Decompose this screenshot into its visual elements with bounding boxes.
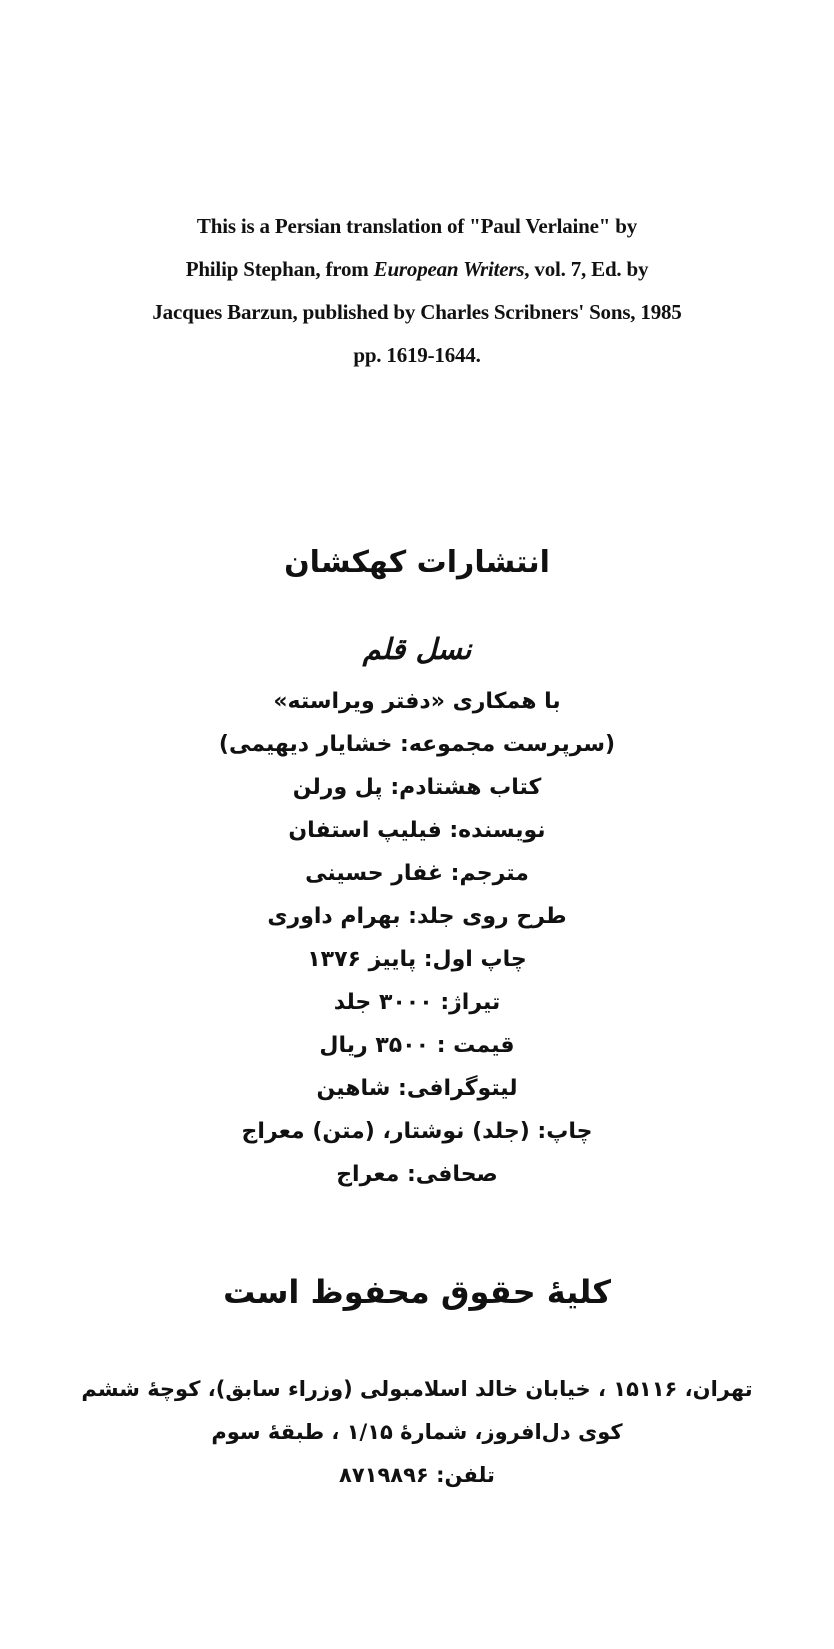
book-title-italic: European Writers <box>373 257 525 281</box>
series-title: نسل قلم <box>362 632 472 666</box>
credit-first-edition: چاپ اول: پاییز ۱۳۷۶ <box>307 947 527 972</box>
credit-cover-design: طرح روی جلد: بهرام داوری <box>267 904 567 929</box>
publisher-address <box>0 1368 834 1497</box>
english-note-line-1: This is a Persian translation of "Paul Verlaine" by <box>196 214 638 238</box>
credit-book-number: کتاب هشتادم: پل ورلن <box>292 775 542 800</box>
publisher-name: انتشارات کهکشان <box>284 545 550 580</box>
credit-series-editor: (سرپرست مجموعه: خشایار دیهیمی) <box>218 732 616 757</box>
english-translation-note <box>0 205 834 377</box>
credit-translator: مترجم: غفار حسینی <box>305 861 529 886</box>
address-line-1: تهران، ۱۵۱۱۶ ، خیابان خالد اسلامبولی (وزراء سابق)، کوچهٔ ششم <box>81 1377 753 1401</box>
address-line-2: کوی دل‌افروز، شمارهٔ ۱/۱۵ ، طبقهٔ سوم <box>211 1420 623 1444</box>
english-note-line-2 <box>0 248 834 291</box>
credit-print-run: تیراژ: ۳۰۰۰ جلد <box>333 990 501 1015</box>
credit-author: نویسنده: فیلیپ استفان <box>288 818 546 843</box>
credit-price: قیمت : ۳۵۰۰ ریال <box>319 1033 515 1058</box>
english-note-line-2-start: Philip Stephan, from <box>185 257 374 281</box>
credit-lithography: لیتوگرافی: شاهین <box>316 1076 518 1101</box>
credit-collaboration: با همکاری «دفتر ویراسته» <box>273 689 561 714</box>
credits-list <box>0 680 834 1196</box>
copyright-notice: کلیهٔ حقوق محفوظ است <box>223 1273 611 1311</box>
english-note-line-2-end: , vol. 7, Ed. by <box>524 257 649 281</box>
english-note-line-3: Jacques Barzun, published by Charles Scribners' Sons, 1985 <box>152 300 682 324</box>
credit-printing: چاپ: (جلد) نوشتار، (متن) معراج <box>241 1119 593 1144</box>
english-note-line-4: pp. 1619-1644. <box>353 343 481 367</box>
address-phone: تلفن: ۸۷۱۹۸۹۶ <box>339 1463 495 1487</box>
credit-binding: صحافی: معراج <box>336 1162 498 1187</box>
